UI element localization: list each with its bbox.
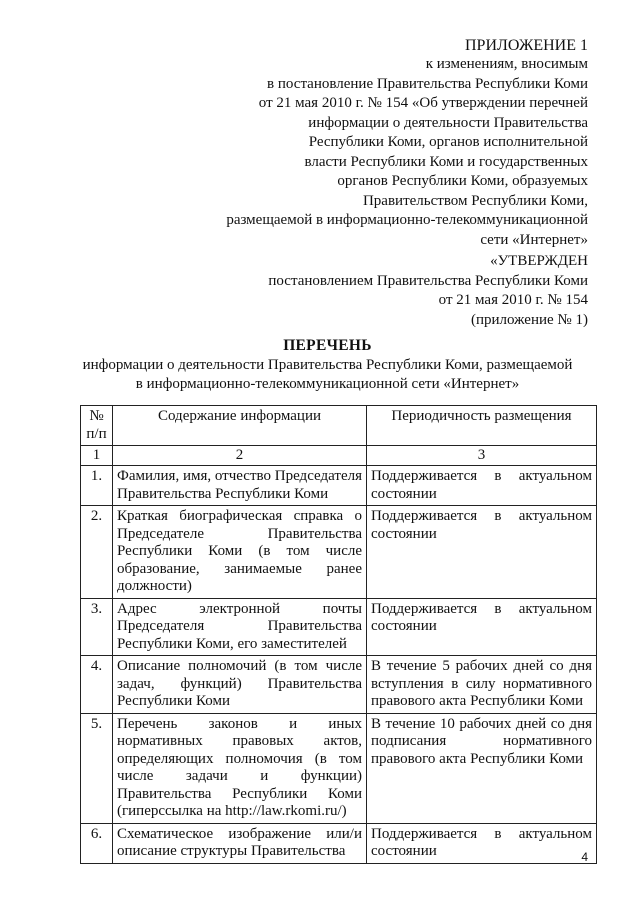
- page-number: 4: [581, 850, 588, 864]
- table-index-row: [81, 446, 597, 466]
- row-period: Поддерживается в актуальном состоянии: [367, 466, 597, 506]
- row-content: Описание полномочий (в том числе задач, функций) Правительства Республики Коми: [113, 656, 367, 714]
- row-number: 4.: [81, 656, 113, 714]
- appendix-line: в постановление Правительства Республики Коми: [267, 75, 588, 92]
- index-cell: 2: [113, 446, 367, 466]
- approved-line: «УТВЕРЖДЕН: [490, 253, 588, 269]
- row-number: 3.: [81, 598, 113, 656]
- approval-stamp: [268, 252, 588, 330]
- table-row: [81, 823, 597, 863]
- appendix-line: информации о деятельности Правительства: [308, 114, 588, 131]
- document-subtitle: в информационно-телекоммуникационной сети «Интернет»: [135, 376, 520, 392]
- appendix-header: [226, 36, 588, 250]
- header-num: № п/п: [81, 406, 113, 446]
- approved-line: постановлением Правительства Республики Коми: [268, 272, 588, 289]
- appendix-line: власти Республики Коми и государственных: [304, 153, 588, 170]
- information-table: [80, 405, 597, 864]
- appendix-line: Республики Коми, органов исполнительной: [308, 134, 588, 150]
- row-number: 6.: [81, 823, 113, 863]
- approved-line: (приложение № 1): [470, 311, 588, 328]
- row-content: Схематическое изображение или/и описание структуры Правительства: [113, 823, 367, 863]
- appendix-line: Правительством Республики Коми,: [362, 192, 588, 209]
- row-content: Адрес электронной почты Председателя Правительства Республики Коми, его заместителей: [113, 598, 367, 656]
- document-subtitle: информации о деятельности Правительства Республики Коми, размещаемой: [82, 357, 573, 373]
- row-number: 2.: [81, 506, 113, 599]
- table-row: [81, 713, 597, 823]
- row-period: В течение 10 рабочих дней со дня подписания нормативного правового акта Республики Коми: [367, 713, 597, 823]
- row-period: В течение 5 рабочих дней со дня вступления в силу нормативного правового акта Республики Коми: [367, 656, 597, 714]
- row-content: Перечень законов и иных нормативных правовых актов, определяющих полномочия (в том числе задачи и функции) Правительства Республики Коми (гиперссылка на http://law.rkomi.ru/): [113, 713, 367, 823]
- row-period: Поддерживается в актуальном состоянии: [367, 506, 597, 599]
- document-title: ПЕРЕЧЕНЬ: [283, 337, 372, 354]
- index-cell: 1: [81, 446, 113, 466]
- table-header-row: [81, 406, 597, 446]
- appendix-line: размещаемой в информационно-телекоммуникационной: [226, 212, 588, 228]
- header-period: Периодичность размещения: [367, 406, 597, 446]
- approved-line: от 21 мая 2010 г. № 154: [438, 292, 588, 308]
- row-number: 5.: [81, 713, 113, 823]
- document-title-block: [60, 336, 595, 394]
- table-row: [81, 598, 597, 656]
- row-content: Краткая биографическая справка о Председателе Правительства Республики Коми (в том числе образование, занимаемые ранее должности): [113, 506, 367, 599]
- row-number: 1.: [81, 466, 113, 506]
- appendix-line: сети «Интернет»: [480, 231, 588, 248]
- row-period: Поддерживается в актуальном состоянии: [367, 823, 597, 863]
- appendix-line: к изменениям, вносимым: [425, 56, 588, 72]
- table-row: [81, 506, 597, 599]
- appendix-line: от 21 мая 2010 г. № 154 «Об утверждении перечней: [258, 95, 588, 111]
- table-row: [81, 466, 597, 506]
- index-cell: 3: [367, 446, 597, 466]
- appendix-line: органов Республики Коми, образуемых: [337, 173, 588, 189]
- table-row: [81, 656, 597, 714]
- appendix-heading: ПРИЛОЖЕНИЕ 1: [464, 37, 588, 54]
- row-period: Поддерживается в актуальном состоянии: [367, 598, 597, 656]
- header-content: Содержание информации: [113, 406, 367, 446]
- row-content: Фамилия, имя, отчество Председателя Правительства Республики Коми: [113, 466, 367, 506]
